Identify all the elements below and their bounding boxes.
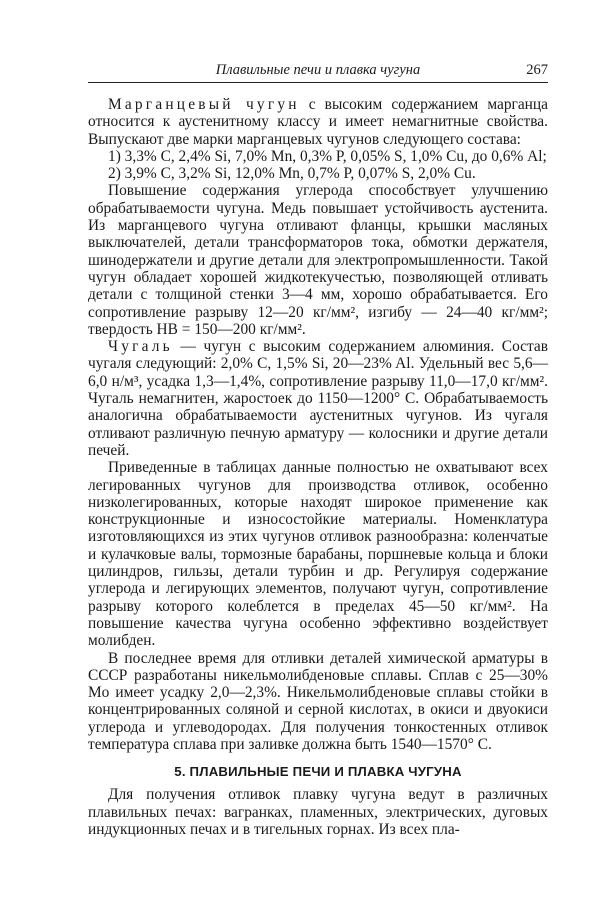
- paragraph-carbon-effect: Повышение содержания углерода способствует улучшению обрабатываемости чугуна. Медь повышает устойчивость аустенита. Из марганцевого чугуна отливают фланцы, крышки масляных выключателей, детали трансформаторов тока, обмотки держателя, шинодержатели и другие детали для электропромышленности. Такой чугун обладает хорошей жидкотекучестью, позволяющей отливать детали с толщиной стенки 3—4 мм, хорошо обрабатывается. Его сопротивление разрыву 12—20 кг/мм², изгибу — 24—40 кг/мм²; твердость HB = 150—200 кг/мм².: [88, 182, 548, 338]
- section-heading: 5. ПЛАВИЛЬНЫЕ ПЕЧИ И ПЛАВКА ЧУГУНА: [174, 764, 462, 780]
- paragraph-manganese-iron-text: с высоким содержанием марганца относится к аустенитному классу и имеет немагнитные свойства. Выпускают две марки марганцевых чугунов следующего состава:: [88, 96, 548, 148]
- paragraph-manganese-iron: [88, 96, 548, 148]
- term-manganese-iron: Марганцевый чугун: [108, 96, 300, 113]
- paragraph-nickel-molybdenum: В последнее время для отливки деталей химической арматуры в СССР разработаны никельмолибденовые сплавы. Сплав с 25—30% Mo имеет усадку 2,0—2,3%. Никельмолибденовые сплавы стойки в концентрированных соляной и серной кислотах, в окиси и двуокиси углерода и углеводородах. Для получения тонкостенных отливок температура сплава при заливке должна быть 1540—1570° С.: [88, 649, 548, 753]
- running-title: Плавильные печи и плавка чугуна: [215, 62, 421, 78]
- paragraph-melting-furnaces: Для получения отливок плавку чугуна ведут в различных плавильных печах: вагранках, пламенных, электрических, дуговых индукционных печах и в тигельных горнах. Из всех пла-: [88, 786, 548, 838]
- composition-item-1: 1) 3,3% C, 2,4% Si, 7,0% Mn, 0,3% P, 0,05% S, 1,0% Cu, до 0,6% Al;: [108, 147, 547, 165]
- composition-item-2: 2) 3,9% C, 3,2% Si, 12,0% Mn, 0,7% P, 0,07% S, 2,0% Cu.: [108, 165, 476, 183]
- running-header: [88, 60, 548, 83]
- paragraph-chugal-text: — чугун с высоким содержанием алюминия. Состав чугаля следующий: 2,0% C, 1,5% Si, 20—23% Al. Удельный вес 5,6—6,0 н/м³, усадка 1,3—1,4%, сопротивление разрыву 11,0—17,0 кг/мм². Чугаль немагнитен, жаростоек до 1150—1200° С. Обрабатываемость аналогична обрабатываемости аустенитных чугунов. Из чугаля отливают различную печную арматуру — колосники и другие детали печей.: [88, 338, 548, 459]
- paragraph-low-alloy: Приведенные в таблицах данные полностью не охватывают всех легированных чугунов для производства отливок, особенно низколегированных, которые находят широкое применение как конструкционные и износостойкие материалы. Номенклатура изготовляющихся из этих чугунов отливок разнообразна: коленчатые и кулачковые валы, тормозные барабаны, поршневые кольца и блоки цилиндров, гильзы, детали турбин и др. Регулируя содержание углерода и легирующих элементов, получают чугун, сопротивление разрыву которого колеблется в пределах 45—50 кг/мм². На повышение качества чугуна особенно эффективно воздействует молибден.: [88, 459, 548, 650]
- page-body: [88, 96, 548, 838]
- paragraph-chugal: [88, 338, 548, 459]
- term-chugal: Чугаль: [108, 338, 173, 356]
- page-number: 267: [526, 62, 548, 78]
